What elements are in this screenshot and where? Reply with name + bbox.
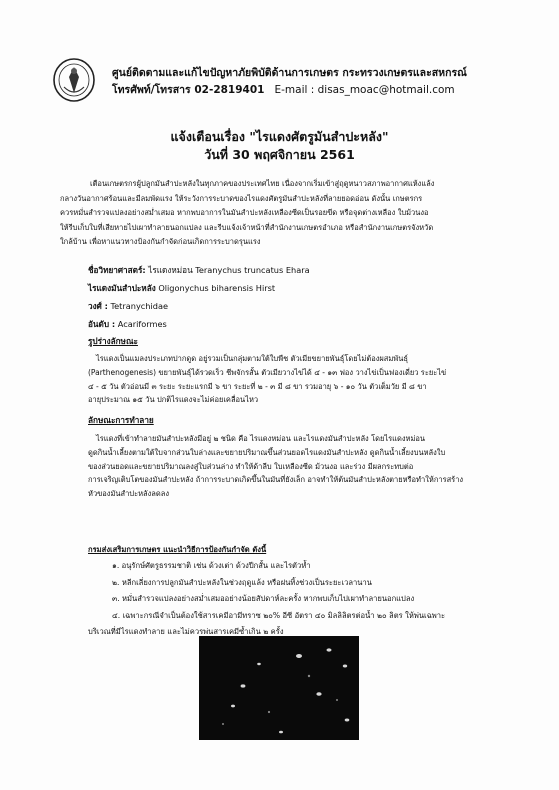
appearance-heading: รูปร่างลักษณะ: [88, 336, 138, 346]
damage-paragraph: [88, 432, 508, 501]
scientific-name-value: ไรแดงหม่อน Teranychus truncatus Ehara: [148, 265, 310, 275]
order-label: อันดับ :: [88, 319, 116, 329]
damage-line: ดูดกินน้ำเลี้ยงตามใต้ใบจากส่วนใบล่างและขยายปริมาณขึ้นส่วนยอดไรแดงมันสำปะหลัง ดูดกินน้ำเลี้ยงบนหลังใบ: [88, 447, 446, 457]
mite-species-value: Oligonychus biharensis Hirst: [158, 283, 276, 293]
phone-label: โทรศัพท์/โทรสาร 02-2819401: [112, 84, 265, 96]
appearance-line: อายุประมาณ ๑๕ วัน ปกติไรแดงจะไม่ค่อยเคลื่อนไหว: [88, 395, 259, 405]
intro-line: เตือนเกษตรกรผู้ปลูกมันสำปะหลังในทุกภาคของประเทศไทย เนื่องจากเริ่มเข้าสู่ฤดูหนาวสภาพอากาศแห้งแล้ง: [90, 179, 435, 188]
email-address: disas_moac@hotmail.com: [317, 84, 455, 96]
appearance-line: ๔ - ๕ วัน ตัวอ่อนมี ๓ ระยะ ระยะแรกมี ๖ ขา ระยะที่ ๒ - ๓ มี ๘ ขา รวมอายุ ๖ - ๑๐ วัน ตัวเต็มวัย มี ๘ ขา: [88, 381, 427, 391]
damage-line: ของส่วนยอดและขยายปริมาณลงสู่ใบส่วนล่าง ทำให้ด้าลีบ ใบเหลืองซีด ม้วนงอ และร่วง มีผลกระทบต่อ: [88, 461, 414, 471]
document-title: แจ้งเตือนเรื่อง "ไรแดงศัตรูมันสำปะหลัง": [170, 129, 389, 144]
mite-species-row: [88, 282, 275, 295]
org-name: ศูนย์ติดตามและแก้ไขปัญหาภัยพิบัติด้านการเกษตร กระทรวงเกษตรและสหกรณ์: [112, 67, 467, 79]
intro-paragraph: [60, 177, 510, 250]
intro-line: ให้รีบเก็บใบที่เสียหายไปเผาทำลายนอกแปลง และรีบแจ้งเจ้าหน้าที่สำนักงานเกษตรอำเภอ หรือสำนักงานเกษตรจังหวัด: [60, 222, 434, 232]
mite-photo: [199, 636, 359, 740]
mite-species-label: ไรแดงมันสำปะหลัง: [88, 283, 156, 293]
intro-line: ใกล้บ้าน เพื่อหาแนวทางป้องกันกำจัดก่อนเกิดการระบาดรุนแรง: [60, 237, 261, 246]
recommendations-section: [88, 544, 518, 641]
contact-line: [112, 81, 455, 98]
order-row: [88, 318, 167, 331]
recommendation-item: ๔. เฉพาะกรณีจำเป็นต้องใช้สารเคมีอามีทราซ ๒๐% อีซี อัตรา ๔๐ มิลลิลิตรต่อน้ำ ๒๐ ลิตร ให้พ่นเฉพาะ: [112, 610, 446, 620]
order-value: Acariformes: [117, 319, 167, 329]
damage-line: ไรแดงที่เข้าทำลายมันสำปะหลังมีอยู่ ๒ ชนิด คือ ไรแดงหม่อน และไรแดงมันสำปะหลัง โดยไรแดงหม่อน: [96, 434, 426, 443]
recommendation-continuation: บริเวณที่มีไรแดงทำลาย และไม่ควรพ่นสารเคมีซ้ำเกิน ๒ ครั้ง: [88, 627, 284, 636]
email-label: E-mail :: [274, 84, 315, 96]
family-row: [88, 300, 168, 313]
family-value: Tetranychidae: [110, 301, 169, 311]
scientific-name-row: [88, 264, 310, 277]
appearance-line: (Parthenogenesis) ขยายพันธุ์ได้รวดเร็ว ชีพจักรสั้น ตัวเมียวางไข่ได้ ๔ - ๑๓ ฟอง วางไข่เป็นฟองเดี่ยว ระยะไข่: [88, 367, 447, 377]
damage-heading: ลักษณะการทำลาย: [88, 415, 154, 425]
document-date: วันที่ 30 พฤศจิกายน 2561: [204, 147, 355, 162]
recommendation-item: ๒. หลีกเลี่ยงการปลูกมันสำปะหลังในช่วงฤดูแล้ง หรือฝนทิ้งช่วงเป็นระยะเวลานาน: [112, 577, 372, 587]
mite-photo-image: [199, 636, 359, 740]
damage-line: การเจริญเติบโตของมันสำปะหลัง ถ้าการระบาดเกิดขึ้นในมันที่ยังเล็ก อาจทำให้ต้นมันสำปะหลังตายหรือทำให้การสร้าง: [88, 475, 464, 485]
recommendation-item: ๑. อนุรักษ์ศัตรูธรรมชาติ เช่น ด้วงเต่า ด้วงปีกสั้น และไรตัวห้ำ: [112, 561, 311, 570]
intro-line: กลางวันอากาศร้อนและมีลมพัดแรง ให้ระวังการระบาดของไรแดงศัตรูมันสำปะหลังที่ลายยอดอ่อน ดังนั้น เกษตรกร: [60, 193, 423, 203]
ministry-seal-icon: [52, 57, 96, 103]
scientific-name-label: ชื่อวิทยาศาสตร์:: [88, 265, 146, 275]
damage-line: หัวของมันสำปะหลังลดลง: [88, 489, 170, 499]
recommendation-item: ๓. หมั่นสำรวจแปลงอย่างสม่ำเสมออย่างน้อยสัปดาห์ละครั้ง หากพบเก็บไปเผาทำลายนอกแปลง: [112, 594, 415, 603]
recommendations-heading: กรมส่งเสริมการเกษตร แนะนำวิธีการป้องกันกำจัด ดังนี้: [88, 545, 267, 554]
intro-line: ควรหมั่นสำรวจแปลงอย่างสม่ำเสมอ หากพบอาการในมันสำปะหลังเหลืองซีดเป็นรอยขีด หรือจุดต่างเหลือง ใบม้วนงอ: [60, 208, 429, 217]
appearance-paragraph: [88, 352, 508, 407]
appearance-line: ไรแดงเป็นแมลงประเภทปากดูด อยู่รวมเป็นกลุ่มตามใต้ใบพืช ตัวเมียขยายพันธุ์โดยไม่ต้องผสมพันธุ์: [96, 354, 408, 363]
family-label: วงศ์ :: [88, 301, 108, 311]
